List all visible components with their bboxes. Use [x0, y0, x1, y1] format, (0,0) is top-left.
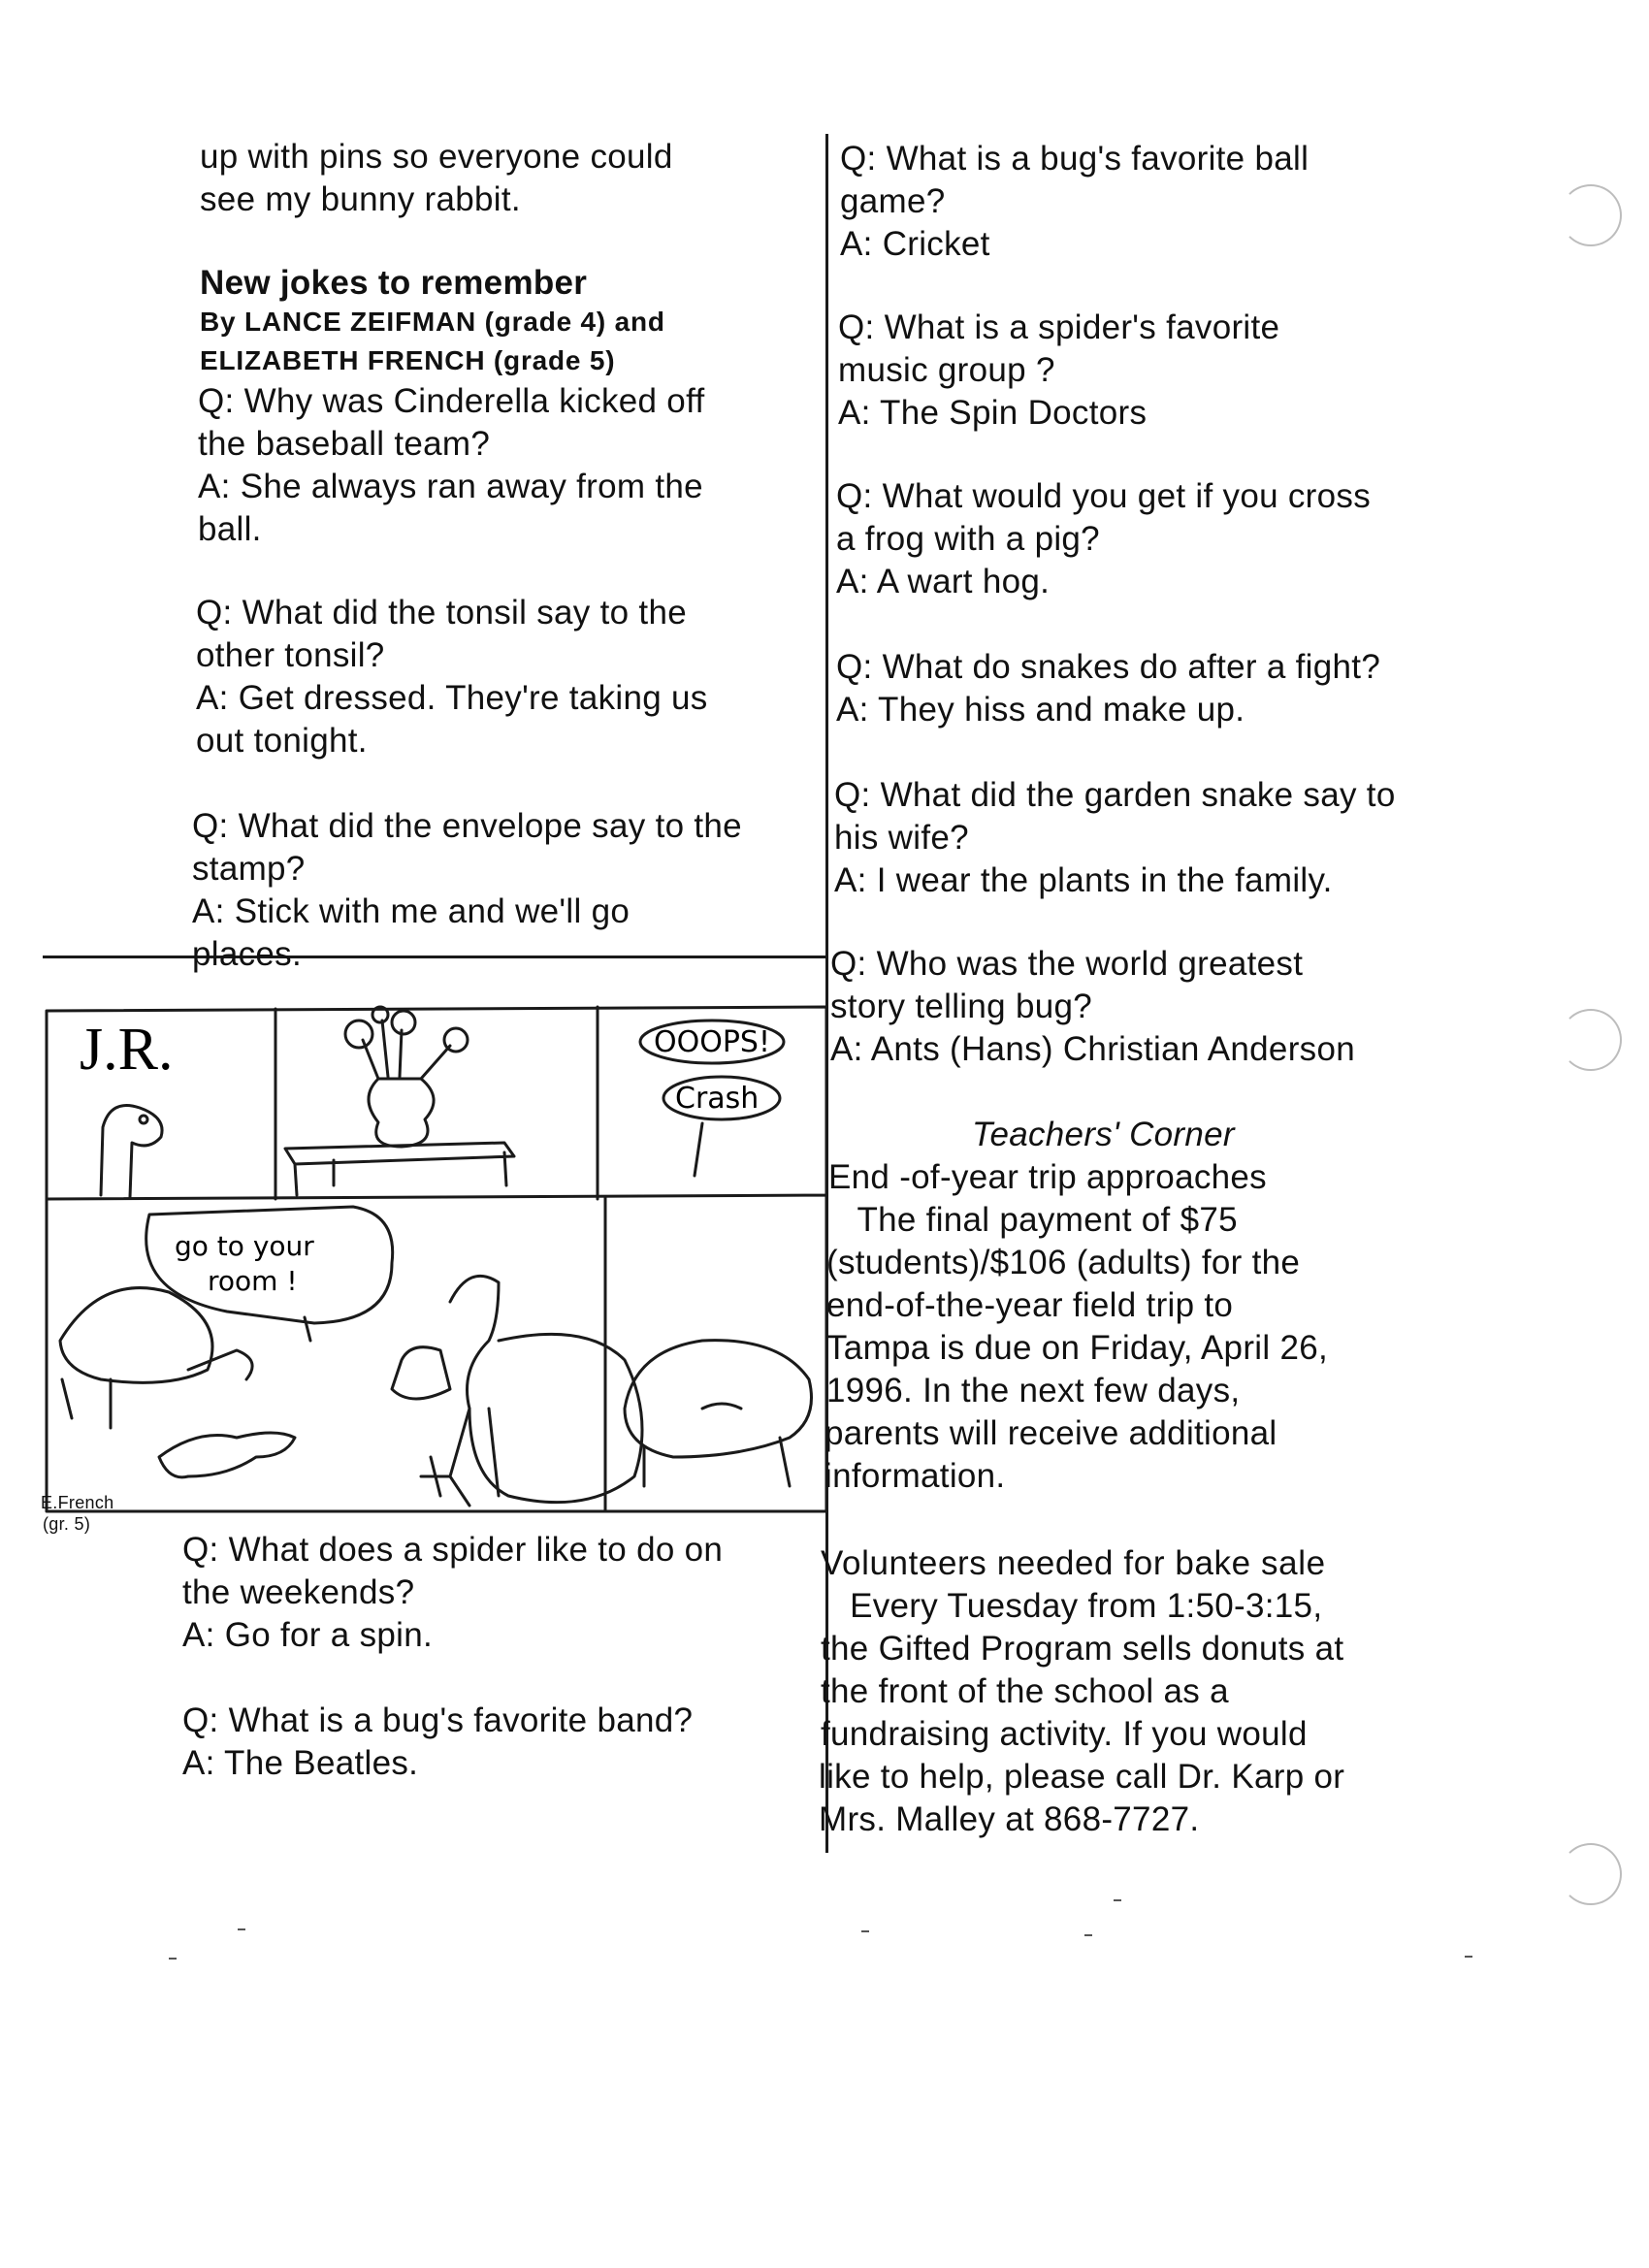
- rjoke-2-line-2: music group ?: [838, 351, 1055, 389]
- trip-line-5: 1996. In the next few days,: [826, 1372, 1241, 1409]
- trip-line-6: parents will receive additional: [824, 1414, 1277, 1452]
- table-drawing: [285, 1143, 514, 1195]
- flowers-drawing: [363, 1021, 450, 1079]
- turtle-kid-drawing: [60, 1288, 252, 1428]
- vase-drawing: [369, 1079, 434, 1147]
- scan-speck: [169, 1958, 177, 1960]
- rjoke-4-line-1: Q: What do snakes do after a fight?: [836, 648, 1381, 686]
- comic-panel-dividers: [275, 1007, 605, 1511]
- trip-line-7: information.: [824, 1457, 1006, 1495]
- comic-strip: [43, 953, 828, 1515]
- binder-hole-1: [1560, 184, 1622, 246]
- rjoke-3-line-2: a frog with a pig?: [836, 520, 1100, 558]
- joke-1-line-4: ball.: [198, 510, 262, 548]
- joke-3-line-3: A: Stick with me and we'll go: [192, 892, 630, 930]
- comic-bubble-room-2: room !: [208, 1265, 298, 1297]
- joke-3-line-4: places.: [192, 935, 302, 973]
- byline-line-2: ELIZABETH FRENCH (grade 5): [200, 345, 616, 375]
- joke-2-line-1: Q: What did the tonsil say to the: [196, 594, 687, 632]
- jokes-heading: New jokes to remember: [200, 264, 588, 302]
- rjoke-3-line-1: Q: What would you get if you cross: [836, 477, 1371, 515]
- scan-speck: [238, 1928, 245, 1930]
- comic-initials: J.R.: [80, 1017, 174, 1083]
- comic-bubble-oops: OOOPS!: [654, 1025, 770, 1059]
- joke-4-line-1: Q: What does a spider like to do on: [182, 1531, 724, 1569]
- joke-5-line-1: Q: What is a bug's favorite band?: [182, 1701, 694, 1739]
- trip-line-2: (students)/$106 (adults) for the: [826, 1244, 1301, 1281]
- rjoke-1-line-1: Q: What is a bug's favorite ball: [840, 140, 1310, 178]
- scan-speck: [1114, 1899, 1121, 1901]
- rjoke-6-line-1: Q: Who was the world greatest: [830, 945, 1304, 983]
- trip-line-4: Tampa is due on Friday, April 26,: [826, 1329, 1329, 1367]
- bake-line-4: fundraising activity. If you would: [821, 1715, 1308, 1753]
- rjoke-5-line-2: his wife?: [834, 819, 969, 857]
- byline-line-1: By LANCE ZEIFMAN (grade 4) and: [200, 307, 665, 337]
- teachers-corner-title: Teachers' Corner: [972, 1116, 1235, 1153]
- bake-sale-heading: Volunteers needed for bake sale: [821, 1544, 1326, 1582]
- rjoke-2-line-3: A: The Spin Doctors: [838, 394, 1148, 432]
- comic-signature-1: E.French: [41, 1493, 114, 1512]
- turtle-sad-drawing: [625, 1341, 812, 1486]
- joke-1-line-2: the baseball team?: [198, 425, 491, 463]
- scan-speck: [1084, 1934, 1092, 1936]
- joke-2-line-3: A: Get dressed. They're taking us: [196, 679, 708, 717]
- bake-line-5: like to help, please call Dr. Karp or: [819, 1758, 1345, 1796]
- joke-2-line-2: other tonsil?: [196, 636, 385, 674]
- rjoke-6-line-3: A: Ants (Hans) Christian Anderson: [830, 1030, 1355, 1068]
- rjoke-5-line-1: Q: What did the garden snake say to: [834, 776, 1396, 814]
- intro-line-1: up with pins so everyone could: [200, 138, 673, 176]
- trip-heading: End -of-year trip approaches: [828, 1158, 1267, 1196]
- comic-bubble-crash: Crash: [675, 1082, 760, 1116]
- rjoke-2-line-1: Q: What is a spider's favorite: [838, 308, 1280, 346]
- binder-hole-3: [1560, 1843, 1622, 1905]
- comic-bubble-room-1: go to your: [175, 1230, 314, 1262]
- joke-2-line-4: out tonight.: [196, 722, 368, 760]
- rjoke-4-line-2: A: They hiss and make up.: [836, 691, 1245, 729]
- turtle-parent-drawing: [450, 1276, 642, 1502]
- bake-line-2: the Gifted Program sells donuts at: [821, 1630, 1344, 1668]
- comic-signature-2: (gr. 5): [43, 1514, 91, 1534]
- joke-1-line-1: Q: Why was Cinderella kicked off: [198, 382, 705, 420]
- rjoke-1-line-3: A: Cricket: [840, 225, 990, 263]
- joke-3-line-1: Q: What did the envelope say to the: [192, 807, 742, 845]
- trip-line-1: The final payment of $75: [828, 1201, 1238, 1239]
- bake-line-1: Every Tuesday from 1:50-3:15,: [821, 1587, 1323, 1625]
- joke-4-line-3: A: Go for a spin.: [182, 1616, 433, 1654]
- bake-line-6: Mrs. Malley at 868-7727.: [819, 1800, 1200, 1838]
- rjoke-6-line-2: story telling bug?: [830, 988, 1093, 1025]
- snake-drawing: [101, 1106, 162, 1198]
- joke-3-line-2: stamp?: [192, 850, 306, 888]
- rjoke-1-line-2: game?: [840, 182, 946, 220]
- joke-1-line-3: A: She always ran away from the: [198, 468, 703, 505]
- scan-speck: [861, 1930, 869, 1932]
- scan-speck: [1465, 1956, 1472, 1958]
- rjoke-5-line-3: A: I wear the plants in the family.: [834, 861, 1333, 899]
- trip-line-3: end-of-the-year field trip to: [826, 1286, 1234, 1324]
- bake-line-3: the front of the school as a: [821, 1672, 1229, 1710]
- joke-5-line-2: A: The Beatles.: [182, 1744, 419, 1782]
- binder-hole-2: [1560, 1009, 1622, 1071]
- joke-4-line-2: the weekends?: [182, 1573, 415, 1611]
- intro-line-2: see my bunny rabbit.: [200, 180, 521, 218]
- rjoke-3-line-3: A: A wart hog.: [836, 563, 1051, 600]
